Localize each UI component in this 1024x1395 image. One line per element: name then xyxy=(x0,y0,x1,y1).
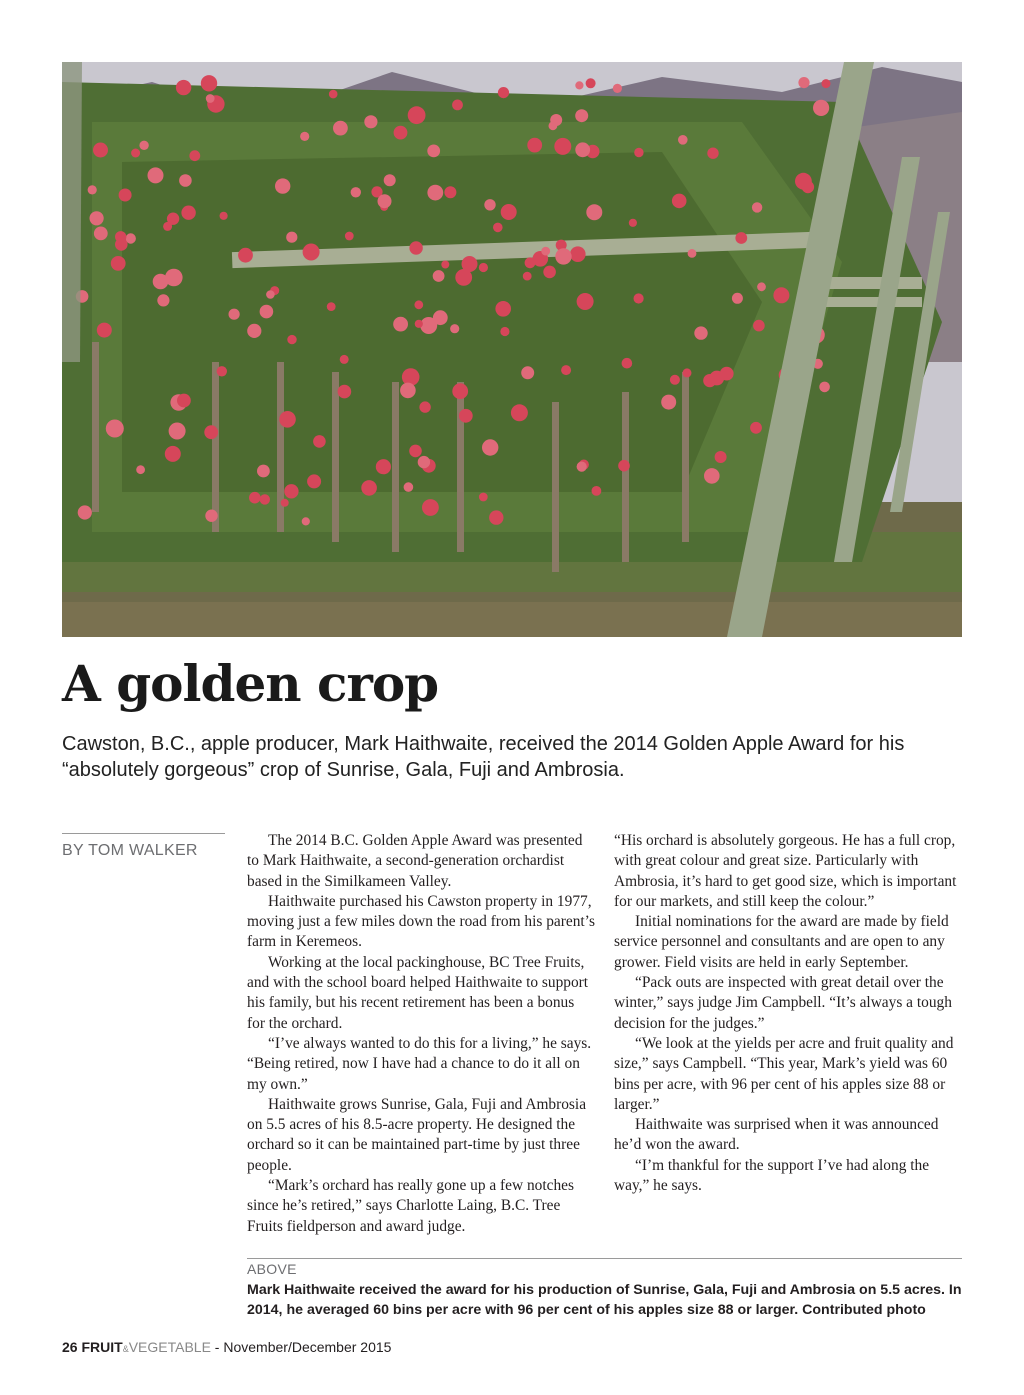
apple xyxy=(427,185,443,201)
apple xyxy=(715,451,727,463)
page-footer xyxy=(62,1339,391,1355)
apple xyxy=(549,121,558,130)
apple xyxy=(177,394,191,408)
apple xyxy=(229,309,240,320)
apple xyxy=(500,327,509,336)
apple xyxy=(333,121,348,136)
apple xyxy=(119,189,132,202)
tree-trunk xyxy=(332,372,339,542)
apple xyxy=(575,81,583,89)
apple xyxy=(260,305,274,319)
apple xyxy=(351,187,361,197)
apple xyxy=(287,335,296,344)
apple xyxy=(257,465,270,478)
apple xyxy=(773,287,789,303)
apple xyxy=(489,510,503,524)
apple xyxy=(409,241,422,254)
apple xyxy=(511,404,528,421)
apple xyxy=(313,435,326,448)
apple xyxy=(495,301,511,317)
apple xyxy=(418,456,430,468)
apple xyxy=(554,138,571,155)
apple xyxy=(167,213,179,225)
apple xyxy=(683,368,692,377)
apple xyxy=(527,138,542,153)
apple xyxy=(94,227,108,241)
apple xyxy=(822,79,831,88)
apple xyxy=(136,465,145,474)
apple xyxy=(165,446,181,462)
apple xyxy=(189,150,200,161)
apple xyxy=(153,274,169,290)
apple xyxy=(408,106,426,124)
apple xyxy=(523,272,532,281)
apple xyxy=(284,484,298,498)
apple xyxy=(482,439,498,455)
apple xyxy=(704,468,720,484)
apple xyxy=(575,109,588,122)
apple xyxy=(205,510,217,522)
apple xyxy=(613,84,622,93)
apple xyxy=(750,422,762,434)
apple xyxy=(672,194,687,209)
apple xyxy=(106,420,124,438)
apple xyxy=(586,204,602,220)
apple xyxy=(148,167,164,183)
apple xyxy=(169,423,186,440)
apple xyxy=(139,141,148,150)
apple xyxy=(131,149,140,158)
apple xyxy=(415,320,423,328)
paragraph: “Mark’s orchard has really gone up a few notches since he’s retired,” says Charlotte Laing, B.C. Tree Fruits fieldperson and award judge. xyxy=(247,1177,574,1235)
apple xyxy=(634,293,644,303)
apple xyxy=(622,358,633,369)
apple xyxy=(422,499,439,516)
apple xyxy=(813,100,829,116)
apple xyxy=(327,302,336,311)
apple xyxy=(404,482,414,492)
apple xyxy=(247,324,261,338)
paragraph: “I’m thankful for the support I’ve had along the way,” he says. xyxy=(614,1156,930,1195)
apple xyxy=(157,294,169,306)
apple xyxy=(419,401,430,412)
apple xyxy=(303,244,320,261)
apple xyxy=(709,371,724,386)
paragraph: “Pack outs are inspected with great detail over the winter,” says judge Jim Campbell. “It’s always a tough decision for the judges.” xyxy=(614,974,952,1032)
apple xyxy=(204,425,218,439)
tree-trunk xyxy=(682,372,689,542)
apple xyxy=(364,115,377,128)
apple xyxy=(541,247,550,256)
apple xyxy=(111,256,126,271)
page-number: 26 xyxy=(62,1339,78,1355)
apple xyxy=(249,492,261,504)
apple xyxy=(409,445,422,458)
issue-date: - November/December 2015 xyxy=(210,1339,392,1355)
apple xyxy=(340,355,349,364)
apple xyxy=(521,366,534,379)
apple xyxy=(78,505,92,519)
apple xyxy=(757,282,766,291)
orchard-photo xyxy=(62,62,962,637)
apple xyxy=(732,293,743,304)
apple xyxy=(452,383,468,399)
apple xyxy=(220,212,228,220)
apple xyxy=(798,77,809,88)
tree-trunk xyxy=(212,362,219,532)
apple xyxy=(206,94,215,103)
apple xyxy=(735,232,747,244)
apple xyxy=(384,174,396,186)
apple xyxy=(361,480,377,496)
byline: BY TOM WALKER xyxy=(62,842,198,859)
apple xyxy=(586,78,596,88)
apple xyxy=(634,148,643,157)
apple xyxy=(338,385,352,399)
apple xyxy=(462,256,478,272)
apple xyxy=(795,173,812,190)
paragraph: Haithwaite grows Sunrise, Gala, Fuji and Ambrosia on 5.5 acres of his 8.5-acre property. He designed the orchard so it can be maintained part-time by just three people. xyxy=(247,1095,587,1174)
tree-trunk xyxy=(552,402,559,572)
apple-orchard-image xyxy=(62,62,962,637)
tree-trunk xyxy=(277,362,284,532)
tree-trunk xyxy=(392,382,399,552)
apple xyxy=(394,126,408,140)
apple xyxy=(329,90,338,99)
apple xyxy=(577,293,594,310)
apple xyxy=(459,409,473,423)
magazine-name-vegetable: VEGETABLE xyxy=(128,1339,211,1355)
paragraph: Haithwaite purchased his Cawston property in 1977, moving just a few miles down the road from his parent’s farm in Keremeos. xyxy=(247,892,595,951)
paragraph: Initial nominations for the award are made by field service personnel and consultants and are open to any grower. Field visits are held in early September. xyxy=(614,913,949,971)
apple xyxy=(393,317,408,332)
apple xyxy=(345,232,354,241)
apple xyxy=(493,223,503,233)
byline-divider xyxy=(62,833,225,834)
apple xyxy=(479,263,488,272)
paragraph: Working at the local packinghouse, BC Tree Fruits, and with the school board helped Haithwaite to support his family, but his recent retirement has been a bonus for the orchard. xyxy=(247,953,589,1032)
apple xyxy=(561,365,571,375)
apple xyxy=(217,366,227,376)
apple xyxy=(97,323,112,338)
apple xyxy=(378,194,392,208)
apple xyxy=(479,493,488,502)
apple xyxy=(281,499,289,507)
apple xyxy=(707,148,718,159)
apple xyxy=(176,80,191,95)
apple xyxy=(181,206,195,220)
apple xyxy=(577,462,587,472)
apple xyxy=(88,185,97,194)
apple xyxy=(575,142,590,157)
apple xyxy=(570,246,586,262)
apple xyxy=(433,270,445,282)
apple xyxy=(238,248,253,263)
magazine-name-fruit: FRUIT xyxy=(81,1339,123,1355)
apple xyxy=(414,300,423,309)
article-headline: A golden crop xyxy=(62,654,439,713)
apple xyxy=(266,290,275,299)
apple xyxy=(376,459,391,474)
caption-label: ABOVE xyxy=(247,1261,297,1277)
paragraph: “We look at the yields per acre and fruit quality and size,” says Campbell. “This year, Mark’s yield was 60 bins per acre, with 96 per cent of his apples size 88 or larger.” xyxy=(614,1034,954,1113)
apple xyxy=(501,204,517,220)
article-column-1 xyxy=(247,831,595,1237)
apple xyxy=(300,132,309,141)
caption-divider xyxy=(247,1258,962,1259)
apple xyxy=(450,324,459,333)
apple xyxy=(543,266,556,279)
article-column-2 xyxy=(614,831,962,1196)
apple xyxy=(90,211,104,225)
tree-trunk xyxy=(457,382,464,552)
paragraph: “I’ve always wanted to do this for a living,” he says. “Being retired, now I have had a chance to do it all on my own.” xyxy=(247,1034,592,1093)
paragraph: Haithwaite was surprised when it was announced he’d won the award. xyxy=(614,1116,939,1154)
apple xyxy=(618,460,630,472)
apple xyxy=(498,87,509,98)
apple xyxy=(179,174,192,187)
apple xyxy=(629,219,637,227)
apple xyxy=(592,486,602,496)
apple xyxy=(819,382,830,393)
apple xyxy=(427,145,440,158)
apple xyxy=(302,517,310,525)
apple xyxy=(661,395,676,410)
apple xyxy=(275,178,290,193)
apple xyxy=(93,143,108,158)
apple xyxy=(307,474,321,488)
apple xyxy=(279,411,296,428)
apple xyxy=(688,249,697,258)
article-deck: Cawston, B.C., apple producer, Mark Haithwaite, received the 2014 Golden Apple Award for his “absolutely gorgeous” crop of Sunrise, Gala, Fuji and Ambrosia. xyxy=(62,733,905,781)
apple xyxy=(260,494,270,504)
paragraph: “His orchard is absolutely gorgeous. He has a full crop, with great colour and great size. Particularly with Ambrosia, it’s hard to get good size, which is important for our markets, and still keep the colour.” xyxy=(614,832,957,910)
apple xyxy=(433,310,448,325)
apple xyxy=(753,320,765,332)
paragraph: The 2014 B.C. Golden Apple Award was presented to Mark Haithwaite, a second-generation orchardist based in the Similkameen Valley. xyxy=(247,832,583,890)
apple xyxy=(694,326,707,339)
photo-caption: Mark Haithwaite received the award for his production of Sunrise, Gala, Fuji and Ambrosia on 5.5 acres. In 2014, he averaged 60 bins per acre with 96 per cent of his apples size 88 or larger. Contributed photo xyxy=(247,1282,962,1318)
tree-trunk xyxy=(92,342,99,512)
apple xyxy=(452,100,463,111)
apple xyxy=(286,232,297,243)
apple xyxy=(555,248,571,264)
apple xyxy=(115,231,126,242)
apple xyxy=(484,199,495,210)
apple xyxy=(678,135,688,145)
apple xyxy=(752,202,762,212)
apple xyxy=(400,383,416,399)
magazine-name-amp: & xyxy=(122,1344,129,1354)
apple xyxy=(670,375,680,385)
apple xyxy=(444,186,456,198)
apple xyxy=(201,75,217,91)
apple xyxy=(441,261,449,269)
tree-trunk xyxy=(622,392,629,562)
